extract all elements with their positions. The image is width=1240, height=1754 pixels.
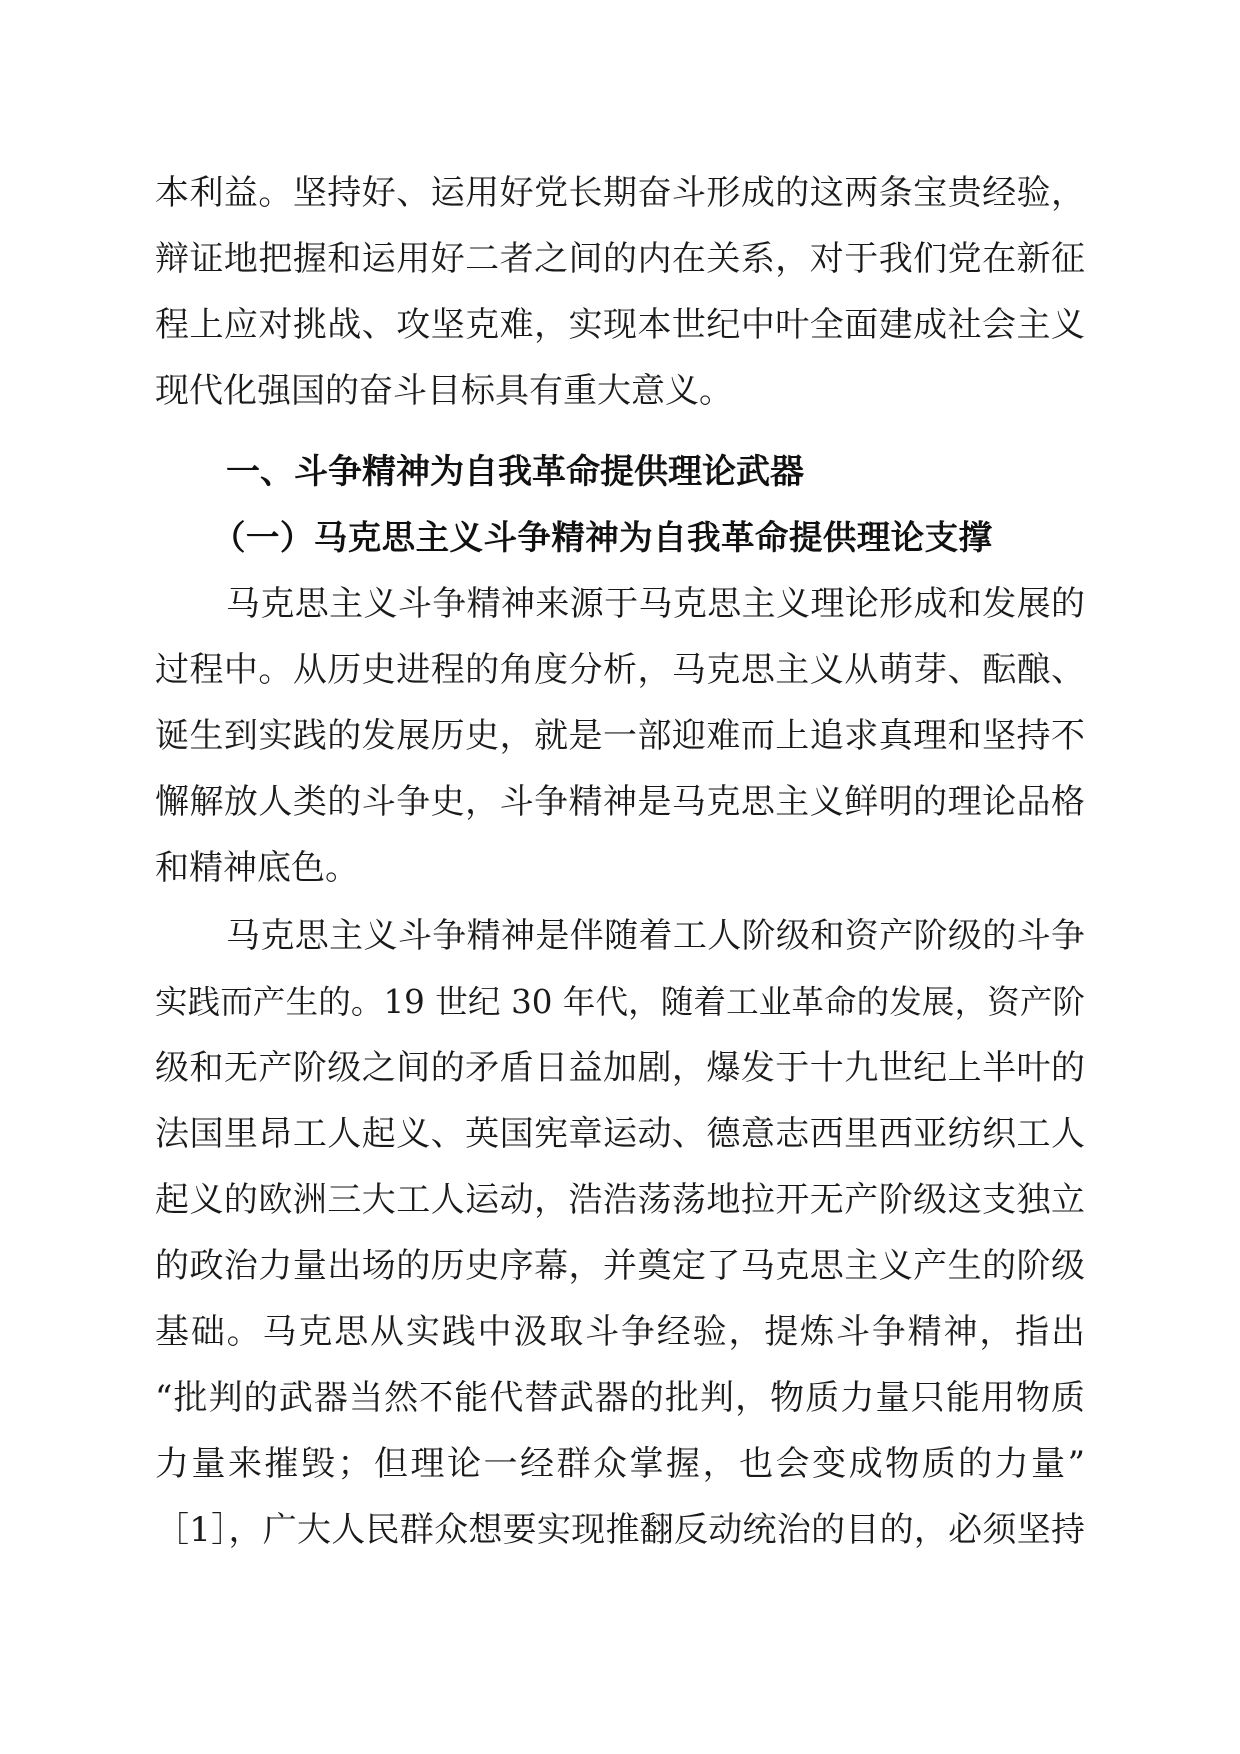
- text-line: 实践而产生的。19 世纪 30 年代，随着工业革命的发展，资产阶: [155, 983, 1085, 1021]
- text-line: 懈解放人类的斗争史，斗争精神是马克思主义鲜明的理论品格: [155, 782, 1085, 822]
- text-line: 马克思主义斗争精神来源于马克思主义理论形成和发展的: [226, 584, 1085, 624]
- text-line: ［1］，广大人民群众想要实现推翻反动统治的目的，必须坚持: [155, 1510, 1085, 1550]
- text-line: 诞生到实践的发展历史，就是一部迎难而上追求真理和坚持不: [155, 716, 1085, 756]
- text-line: 法国里昂工人起义、英国宪章运动、德意志西里西亚纺织工人: [155, 1114, 1085, 1154]
- subsection-heading: （一）马克思主义斗争精神为自我革命提供理论支撑: [212, 518, 992, 557]
- text-line: 马克思主义斗争精神是伴随着工人阶级和资产阶级的斗争: [226, 916, 1085, 956]
- text-line: 现代化强国的奋斗目标具有重大意义。: [155, 371, 733, 411]
- text-line: 和精神底色。: [155, 848, 359, 888]
- text-line: 力量来摧毁；但理论一经群众掌握，也会变成物质的力量”: [155, 1444, 1085, 1484]
- text-line: 程上应对挑战、攻坚克难，实现本世纪中叶全面建成社会主义: [155, 305, 1085, 345]
- text-line: 级和无产阶级之间的矛盾日益加剧，爆发于十九世纪上半叶的: [155, 1048, 1085, 1088]
- text-line: 本利益。坚持好、运用好党长期奋斗形成的这两条宝贵经验，: [155, 173, 1085, 213]
- text-line: 辩证地把握和运用好二者之间的内在关系，对于我们党在新征: [155, 239, 1085, 279]
- text-line: 起义的欧洲三大工人运动，浩浩荡荡地拉开无产阶级这支独立: [155, 1180, 1085, 1220]
- section-heading: 一、斗争精神为自我革命提供理论武器: [226, 452, 804, 492]
- text-line: “批判的武器当然不能代替武器的批判，物质力量只能用物质: [155, 1378, 1085, 1418]
- text-line: 基础。马克思从实践中汲取斗争经验，提炼斗争精神，指出: [155, 1312, 1085, 1352]
- text-line: 过程中。从历史进程的角度分析，马克思主义从萌芽、酝酿、: [155, 650, 1085, 690]
- text-line: 的政治力量出场的历史序幕，并奠定了马克思主义产生的阶级: [155, 1246, 1085, 1286]
